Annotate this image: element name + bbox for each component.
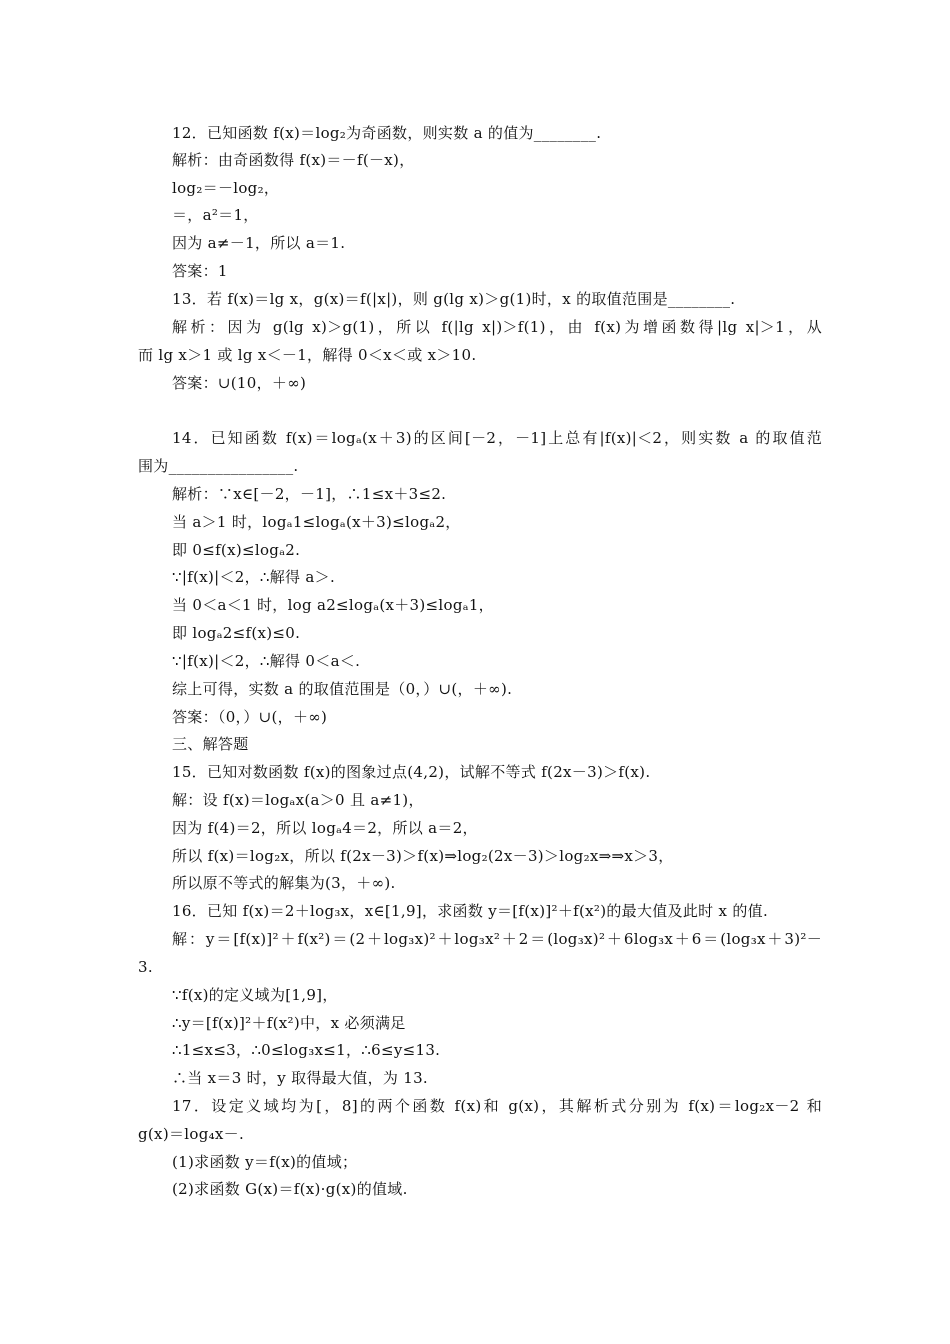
text-line: 因为 a≠－1，所以 a＝1. (172, 234, 346, 252)
text-line: 解：y＝[f(x)]²＋f(x²)＝(2＋log₃x)²＋log₃x²＋2＝(log₃x)²＋6log₃x＋6＝(log₃x＋3)²－ (172, 930, 822, 948)
text-line: 答案：∪(10，＋∞) (172, 374, 307, 392)
text-line: 14．已知函数 f(x)＝logₐ(x＋3)的区间[－2，－1]上总有|f(x)|＜2，则实数 a 的取值范 (172, 429, 822, 447)
text-line: ∴1≤x≤3，∴0≤log₃x≤1，∴6≤y≤13. (172, 1041, 441, 1059)
text-line: 当 a＞1 时，logₐ1≤logₐ(x＋3)≤logₐ2， (172, 513, 461, 531)
text-line: (1)求函数 y＝f(x)的值域； (172, 1153, 358, 1171)
text-line: ∵f(x)的定义域为[1,9]， (172, 986, 338, 1004)
text-line: 12．已知函数 f(x)＝log₂为奇函数，则实数 a 的值为________. (172, 124, 602, 142)
text-line: 15．已知对数函数 f(x)的图象过点(4,2)，试解不等式 f(2x－3)＞f(x). (172, 763, 651, 781)
text-line: 即 logₐ2≤f(x)≤0. (172, 624, 301, 642)
text-line: (2)求函数 G(x)＝f(x)·g(x)的值域. (172, 1180, 408, 1198)
text-line: 13．若 f(x)＝lg x，g(x)＝f(|x|)，则 g(lg x)＞g(1)时，x 的取值范围是________. (172, 290, 736, 308)
text-line: 而 lg x＞1 或 lg x＜－1，解得 0＜x＜或 x＞10. (138, 346, 477, 364)
text-line: 三、解答题 (172, 735, 249, 753)
text-line: 解析：由奇函数得 f(x)＝－f(－x)， (172, 151, 415, 169)
text-line: 围为________________. (138, 457, 299, 475)
text-line: 解析：∵x∈[－2，－1]，∴1≤x＋3≤2. (172, 485, 447, 503)
text-line: log₂＝－log₂， (172, 179, 280, 197)
text-line: 解：设 f(x)＝logₐx(a＞0 且 a≠1)， (172, 791, 424, 809)
text-line: 解析：因为 g(lg x)＞g(1)，所以 f(|lg x|)＞f(1)，由 f(x)为增函数得|lg x|＞1，从 (172, 318, 822, 336)
text-line: 17．设定义域均为[，8]的两个函数 f(x)和 g(x)，其解析式分别为 f(x)＝log₂x－2 和 (172, 1097, 822, 1115)
text-line: 答案：1 (172, 262, 228, 280)
text-line: ∵|f(x)|＜2，∴解得 0＜a＜. (172, 652, 361, 670)
text-line: 16．已知 f(x)＝2＋log₃x，x∈[1,9]，求函数 y＝[f(x)]²＋f(x²)的最大值及此时 x 的值. (172, 902, 769, 920)
text-line: 3. (138, 958, 153, 976)
text-line: 所以原不等式的解集为(3，＋∞). (172, 874, 396, 892)
text-line: ＝，a²＝1， (172, 206, 259, 224)
text-line: 所以 f(x)＝log₂x，所以 f(2x－3)＞f(x)⇒log₂(2x－3)＞log₂x⇒⇒x＞3， (172, 847, 674, 865)
text-line: ∴当 x＝3 时，y 取得最大值，为 13. (172, 1069, 429, 1087)
text-line: g(x)＝log₄x－. (138, 1125, 245, 1143)
text-line: 答案：（0，）∪(，＋∞) (172, 708, 328, 726)
text-line: 当 0＜a＜1 时，log a2≤logₐ(x＋3)≤logₐ1， (172, 596, 494, 614)
text-line: 综上可得，实数 a 的取值范围是（0，）∪(，＋∞). (172, 680, 513, 698)
text-line: 即 0≤f(x)≤logₐ2. (172, 541, 301, 559)
text-line: ∴y＝[f(x)]²＋f(x²)中，x 必须满足 (172, 1014, 406, 1032)
text-line: 因为 f(4)＝2，所以 logₐ4＝2，所以 a＝2， (172, 819, 478, 837)
text-line: ∵|f(x)|＜2，∴解得 a＞. (172, 568, 336, 586)
